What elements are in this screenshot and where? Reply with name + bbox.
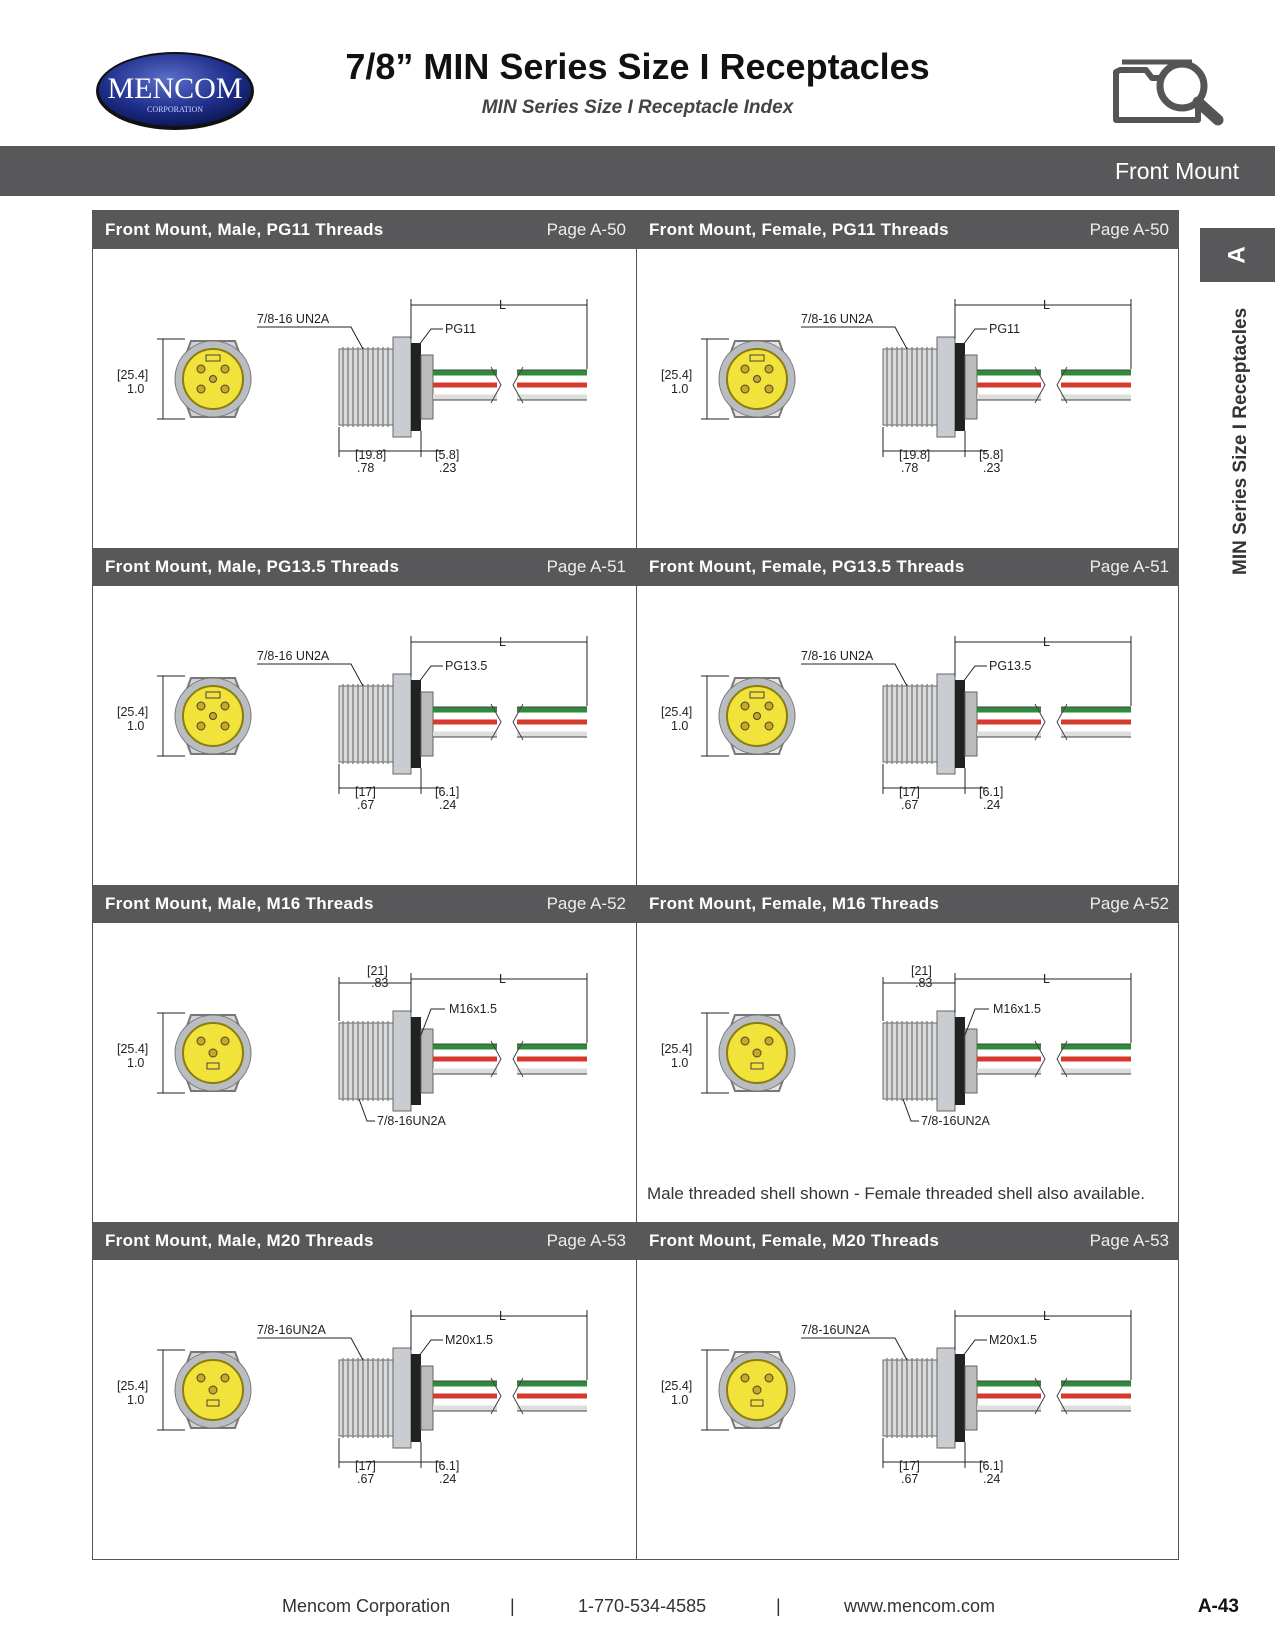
male-face-view [175,1352,251,1428]
cell-body [637,923,1179,1222]
product-cell [636,1222,1179,1559]
cell-page-link[interactable]: Page A-52 [546,894,626,913]
cell-header [93,1222,636,1260]
cell-page-link[interactable]: Page A-52 [1089,894,1169,913]
connector-drawing [93,1260,636,1559]
svg-text:PG11: PG11 [989,322,1021,336]
connector-drawing [637,586,1180,885]
svg-text:PG13.5: PG13.5 [989,659,1032,673]
page-number: A-43 [1197,1596,1239,1617]
svg-text:[25.4]: [25.4] [117,1379,149,1393]
receptacle-index-grid [92,210,1179,1560]
female-face-view [719,341,795,417]
connector-drawing [637,1260,1180,1559]
product-cell [93,548,636,885]
male-face-view [175,1015,251,1091]
svg-text:7/8-16UN2A: 7/8-16UN2A [377,1114,446,1128]
svg-text:M20x1.5: M20x1.5 [989,1333,1037,1347]
side-view [883,674,1131,774]
svg-text:[19.8]: [19.8] [355,448,387,462]
svg-text:.67: .67 [357,798,375,812]
product-cell [636,211,1179,548]
svg-text:[21]: [21] [367,964,388,978]
cell-header [637,1222,1179,1260]
svg-text:.24: .24 [983,1472,1001,1486]
cell-page-link[interactable]: Page A-51 [546,557,626,576]
footer [0,1596,1275,1626]
svg-text:7/8-16 UN2A: 7/8-16 UN2A [801,312,874,326]
svg-text:[5.8]: [5.8] [435,448,460,462]
section-band [0,146,1275,196]
svg-text:.23: .23 [439,461,457,475]
footer-phone: 1-770-534-4585 [578,1596,707,1616]
svg-text:[6.1]: [6.1] [979,1459,1004,1473]
svg-text:[25.4]: [25.4] [661,368,693,382]
svg-text:[17]: [17] [355,785,376,799]
svg-text:1.0: 1.0 [127,1393,145,1407]
svg-text:M20x1.5: M20x1.5 [445,1333,493,1347]
side-tab-letter: A [1223,246,1251,264]
female-face-view [719,1015,795,1091]
side-view [339,1011,587,1111]
svg-text:[21]: [21] [911,964,932,978]
page-title: 7/8” MIN Series Size I Receptacles [345,46,930,87]
connector-drawing [93,923,636,1222]
svg-text:.24: .24 [983,798,1001,812]
cell-body [637,1260,1179,1559]
cell-title: Front Mount, Female, M20 Threads [649,1231,940,1250]
svg-text:[6.1]: [6.1] [435,1459,460,1473]
svg-text:L: L [499,972,506,986]
svg-text:L: L [1043,972,1050,986]
cell-page-link[interactable]: Page A-53 [546,1231,626,1250]
male-face-view [175,678,251,754]
svg-text:.67: .67 [901,798,919,812]
svg-text:.83: .83 [915,976,933,990]
side-view [339,1348,587,1448]
svg-text:7/8-16UN2A: 7/8-16UN2A [921,1114,990,1128]
svg-text:[5.8]: [5.8] [979,448,1004,462]
cell-note: Male threaded shell shown - Female threaded shell also available. [647,1184,1146,1203]
svg-text:7/8-16 UN2A: 7/8-16 UN2A [801,649,874,663]
logo-text: MENCOM [107,72,243,105]
svg-text:1.0: 1.0 [127,382,145,396]
connector-drawing [93,586,636,885]
svg-text:1.0: 1.0 [671,719,689,733]
cell-page-link[interactable]: Page A-53 [1089,1231,1169,1250]
cell-header [637,211,1179,249]
svg-text:1.0: 1.0 [671,1056,689,1070]
cell-title: Front Mount, Male, PG11 Threads [105,220,384,239]
svg-text:.67: .67 [357,1472,375,1486]
cell-header [637,548,1179,586]
cell-header [93,885,636,923]
side-view [883,1348,1131,1448]
connector-drawing [637,249,1180,548]
svg-text:M16x1.5: M16x1.5 [449,1002,497,1016]
logo-subtext: CORPORATION [146,105,204,114]
cell-header [93,211,636,249]
svg-text:7/8-16 UN2A: 7/8-16 UN2A [257,649,330,663]
svg-text:[25.4]: [25.4] [661,1379,693,1393]
product-cell [93,885,636,1222]
svg-text:L: L [499,635,506,649]
cell-title: Front Mount, Female, PG13.5 Threads [649,557,965,576]
product-cell [93,211,636,548]
svg-text:[17]: [17] [355,1459,376,1473]
side-tab-label: MIN Series Size I Receptacles [1230,307,1251,575]
svg-text:[25.4]: [25.4] [117,705,149,719]
cell-body [637,586,1179,885]
svg-text:[17]: [17] [899,785,920,799]
cell-title: Front Mount, Male, M20 Threads [105,1231,374,1250]
cell-title: Front Mount, Female, PG11 Threads [649,220,949,239]
section-band-label: Front Mount [1115,158,1239,184]
svg-text:[25.4]: [25.4] [661,705,693,719]
svg-text:[6.1]: [6.1] [979,785,1004,799]
svg-text:.78: .78 [357,461,375,475]
side-view [339,674,587,774]
side-view [883,1011,1131,1111]
cell-title: Front Mount, Female, M16 Threads [649,894,940,913]
footer-separator: | [510,1596,515,1616]
svg-text:[25.4]: [25.4] [661,1042,693,1056]
svg-text:L: L [1043,298,1050,312]
footer-website[interactable]: www.mencom.com [844,1596,996,1616]
cell-title: Front Mount, Male, M16 Threads [105,894,374,913]
mencom-logo [94,50,256,132]
cell-title: Front Mount, Male, PG13.5 Threads [105,557,400,576]
cell-page-link[interactable]: Page A-51 [1089,557,1169,576]
svg-text:L: L [499,1309,506,1323]
svg-text:[25.4]: [25.4] [117,368,149,382]
female-face-view [719,1352,795,1428]
svg-text:L: L [499,298,506,312]
cell-header [93,548,636,586]
cell-body [93,923,636,1222]
connector-drawing [93,249,636,548]
svg-text:1.0: 1.0 [127,719,145,733]
cell-body [93,1260,636,1559]
female-face-view [719,678,795,754]
page-subtitle: MIN Series Size I Receptacle Index [481,97,794,118]
svg-text:7/8-16UN2A: 7/8-16UN2A [801,1323,870,1337]
svg-text:1.0: 1.0 [671,382,689,396]
product-cell [636,548,1179,885]
svg-text:7/8-16UN2A: 7/8-16UN2A [257,1323,326,1337]
svg-text:[25.4]: [25.4] [117,1042,149,1056]
male-face-view [175,341,251,417]
svg-text:.83: .83 [371,976,389,990]
svg-text:1.0: 1.0 [127,1056,145,1070]
svg-text:[6.1]: [6.1] [435,785,460,799]
side-view [339,337,587,437]
svg-text:.67: .67 [901,1472,919,1486]
svg-text:L: L [1043,1309,1050,1323]
svg-text:L: L [1043,635,1050,649]
svg-text:M16x1.5: M16x1.5 [993,1002,1041,1016]
cell-header [637,885,1179,923]
svg-text:[17]: [17] [899,1459,920,1473]
connector-drawing [637,923,1180,1222]
svg-text:PG11: PG11 [445,322,477,336]
footer-separator: | [776,1596,781,1616]
cell-body [637,249,1179,548]
side-view [883,337,1131,437]
cell-page-link[interactable]: Page A-50 [546,220,626,239]
product-cell [93,1222,636,1559]
cell-body [93,249,636,548]
cell-body [93,586,636,885]
folder-search-icon [1112,48,1232,128]
svg-text:.78: .78 [901,461,919,475]
svg-text:7/8-16 UN2A: 7/8-16 UN2A [257,312,330,326]
svg-text:1.0: 1.0 [671,1393,689,1407]
svg-text:.23: .23 [983,461,1001,475]
cell-page-link[interactable]: Page A-50 [1089,220,1169,239]
footer-company: Mencom Corporation [282,1596,451,1616]
svg-text:.24: .24 [439,1472,457,1486]
product-cell [636,885,1179,1222]
svg-text:.24: .24 [439,798,457,812]
svg-text:[19.8]: [19.8] [899,448,931,462]
svg-text:PG13.5: PG13.5 [445,659,488,673]
